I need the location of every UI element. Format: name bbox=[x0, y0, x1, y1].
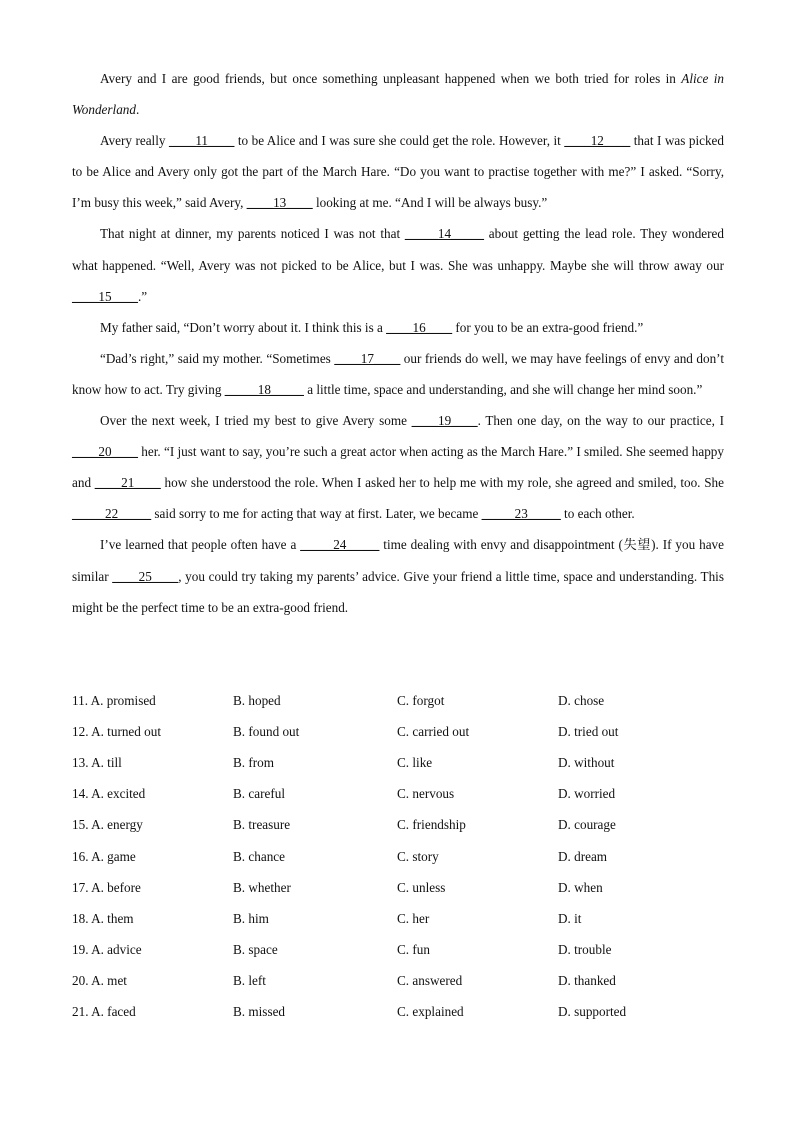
question-number: 12 bbox=[72, 723, 86, 739]
option-d: D. chose bbox=[558, 692, 605, 708]
option-c: C. forgot bbox=[397, 692, 445, 708]
paragraph-2 bbox=[72, 125, 724, 218]
option-d: D. it bbox=[558, 910, 582, 926]
paragraph-text: . bbox=[136, 102, 140, 118]
option-a-text: A. excited bbox=[91, 786, 146, 802]
answer-blank: ____15____ bbox=[72, 288, 138, 304]
option-a-text: A. met bbox=[91, 973, 127, 989]
paragraph-text: her. “I just want to say, you’re such a great actor when acting as the March Hare.” I smiled. She seemed happy and bbox=[72, 444, 724, 491]
option-a: 18. A. them bbox=[72, 910, 134, 926]
paragraph-text: , you could try taking my parents’ advice. Give your friend a little time, space and understanding. This might be the perfect time to be an extra-good friend. bbox=[72, 568, 724, 615]
paragraph-text: I’ve learned that people often have a bbox=[100, 537, 301, 553]
answer-blank: ____12____ bbox=[564, 133, 631, 149]
option-a: 13. A. till bbox=[72, 754, 122, 770]
paragraph-text: “Dad’s right,” said my mother. “Sometimes bbox=[100, 350, 335, 366]
paragraph-text: our friends do well, we may have feelings of envy and don’t know how to act. Try giving bbox=[72, 350, 725, 397]
paragraph-1 bbox=[72, 63, 724, 125]
option-b: B. from bbox=[233, 754, 275, 770]
option-a: 20. A. met bbox=[72, 973, 127, 989]
paragraph-5 bbox=[72, 343, 724, 405]
option-a-text: A. promised bbox=[90, 692, 156, 708]
paragraph-4 bbox=[72, 312, 724, 343]
answer-blank: ____19____ bbox=[411, 413, 478, 429]
question-number: 11 bbox=[72, 692, 85, 708]
paragraph-6 bbox=[72, 405, 724, 529]
paragraph-text: . Then one day, on the way to our practice, I bbox=[477, 413, 724, 429]
option-a-text: A. faced bbox=[91, 1004, 136, 1020]
paragraph-text: for you to be an extra-good friend.” bbox=[452, 319, 644, 335]
question-number: 18 bbox=[72, 910, 86, 926]
paragraph-text: Avery really bbox=[100, 133, 169, 149]
question-row bbox=[72, 716, 724, 747]
option-c: C. fun bbox=[397, 942, 430, 958]
paragraph-text: that I was picked to be Alice and Avery only got the part of the March Hare. “Do you want to practise together with me?” I asked. “Sorry, I’m busy this week,” said Avery, bbox=[72, 133, 724, 211]
option-a-text: A. till bbox=[91, 754, 122, 770]
paragraph-text: to be Alice and I was sure she could get the role. However, it bbox=[234, 133, 565, 149]
option-c: C. answered bbox=[397, 973, 463, 989]
option-c: C. story bbox=[397, 848, 439, 864]
question-number: 13 bbox=[72, 754, 86, 770]
option-c: C. explained bbox=[397, 1004, 464, 1020]
question-row bbox=[72, 935, 724, 966]
question-row bbox=[72, 747, 724, 778]
option-d: D. thanked bbox=[558, 973, 616, 989]
option-d: D. trouble bbox=[558, 942, 612, 958]
option-a: 17. A. before bbox=[72, 879, 141, 895]
question-number: 19 bbox=[72, 942, 86, 958]
option-d: D. tried out bbox=[558, 723, 619, 739]
paragraph-text: .” bbox=[137, 288, 148, 304]
option-b: B. him bbox=[233, 910, 269, 926]
option-d: D. supported bbox=[558, 1004, 627, 1020]
option-a: 14. A. excited bbox=[72, 786, 146, 802]
option-a-text: A. energy bbox=[91, 817, 143, 833]
option-d: D. courage bbox=[558, 817, 616, 833]
question-number: 20 bbox=[72, 973, 86, 989]
paragraph-text: Avery and I are good friends, but once something unpleasant happened when we both tried for roles in bbox=[100, 71, 682, 86]
answer-blank: _____18_____ bbox=[224, 381, 304, 397]
option-d: D. when bbox=[558, 879, 603, 895]
option-c: C. her bbox=[397, 910, 430, 926]
option-d: D. without bbox=[558, 754, 615, 770]
option-b: B. left bbox=[233, 973, 266, 989]
option-a-text: A. advice bbox=[91, 942, 142, 958]
answer-blank: _____22_____ bbox=[72, 506, 152, 522]
paragraph-7 bbox=[72, 529, 724, 622]
paragraph-text: a little time, space and understanding, and she will change her mind soon.” bbox=[303, 381, 703, 397]
option-c: C. carried out bbox=[397, 723, 470, 739]
paragraph-text: time dealing with envy and disappointment (失望). If you have similar bbox=[72, 537, 724, 584]
answer-blank: ____13____ bbox=[246, 195, 313, 211]
option-b: B. space bbox=[233, 942, 278, 958]
answer-blank: ____11____ bbox=[168, 133, 235, 149]
option-b: B. careful bbox=[233, 786, 285, 802]
option-b: B. treasure bbox=[233, 817, 291, 833]
option-a-text: A. turned out bbox=[91, 723, 162, 739]
question-row bbox=[72, 685, 724, 716]
option-a: 12. A. turned out bbox=[72, 723, 162, 739]
answer-blank: ____25____ bbox=[112, 568, 179, 584]
option-a-text: A. them bbox=[91, 910, 134, 926]
option-a: 15. A. energy bbox=[72, 817, 143, 833]
options-table bbox=[72, 685, 724, 1028]
option-b: B. found out bbox=[233, 723, 300, 739]
paragraph-text: My father said, “Don’t worry about it. I think this is a bbox=[100, 319, 387, 335]
option-d: D. worried bbox=[558, 786, 616, 802]
answer-blank: ____20____ bbox=[72, 444, 138, 460]
answer-blank: _____24_____ bbox=[300, 537, 380, 553]
option-a: 19. A. advice bbox=[72, 942, 142, 958]
option-a-text: A. before bbox=[91, 879, 141, 895]
paragraph-3 bbox=[72, 218, 724, 311]
option-c: C. nervous bbox=[397, 786, 455, 802]
option-c: C. friendship bbox=[397, 817, 466, 833]
book-title: Alice in Wonderland bbox=[72, 71, 725, 118]
passage bbox=[72, 63, 724, 623]
option-b: B. missed bbox=[233, 1004, 286, 1020]
paragraph-text: about getting the lead role. They wondered what happened. “Well, Avery was not picked to be Alice, but I was. She was unhappy. Maybe she will throw away our bbox=[72, 226, 724, 273]
paragraph-text: how she understood the role. When I asked her to help me with my role, she agreed and smiled, too. She bbox=[160, 475, 724, 491]
answer-blank: ____17____ bbox=[334, 350, 401, 366]
question-number: 14 bbox=[72, 786, 86, 802]
question-number: 16 bbox=[72, 848, 86, 864]
option-a-text: A. game bbox=[91, 848, 136, 864]
option-a: 21. A. faced bbox=[72, 1004, 136, 1020]
question-row bbox=[72, 903, 724, 934]
option-b: B. whether bbox=[233, 879, 291, 895]
paragraph-text: said sorry to me for acting that way at first. Later, we became bbox=[151, 506, 482, 522]
option-a: 16. A. game bbox=[72, 848, 136, 864]
option-b: B. hoped bbox=[233, 692, 281, 708]
paragraph-text: looking at me. “And I will be always busy.” bbox=[312, 195, 548, 211]
answer-blank: _____14_____ bbox=[404, 226, 485, 242]
answer-blank: ____21____ bbox=[94, 475, 161, 491]
question-number: 17 bbox=[72, 879, 86, 895]
question-number: 15 bbox=[72, 817, 86, 833]
answer-blank: ____16____ bbox=[386, 319, 453, 335]
question-row bbox=[72, 841, 724, 872]
paragraph-text: Over the next week, I tried my best to give Avery some bbox=[100, 413, 412, 429]
question-number: 21 bbox=[72, 1004, 86, 1020]
option-c: C. unless bbox=[397, 879, 446, 895]
option-a: 11. A. promised bbox=[72, 692, 156, 708]
paragraph-text: That night at dinner, my parents noticed I was not that bbox=[100, 226, 405, 242]
question-row bbox=[72, 810, 724, 841]
question-row bbox=[72, 779, 724, 810]
option-b: B. chance bbox=[233, 848, 285, 864]
answer-blank: _____23_____ bbox=[481, 506, 561, 522]
question-row bbox=[72, 997, 724, 1028]
question-row bbox=[72, 872, 724, 903]
question-row bbox=[72, 966, 724, 997]
paragraph-text: to each other. bbox=[560, 506, 635, 522]
option-c: C. like bbox=[397, 754, 433, 770]
option-d: D. dream bbox=[558, 848, 608, 864]
